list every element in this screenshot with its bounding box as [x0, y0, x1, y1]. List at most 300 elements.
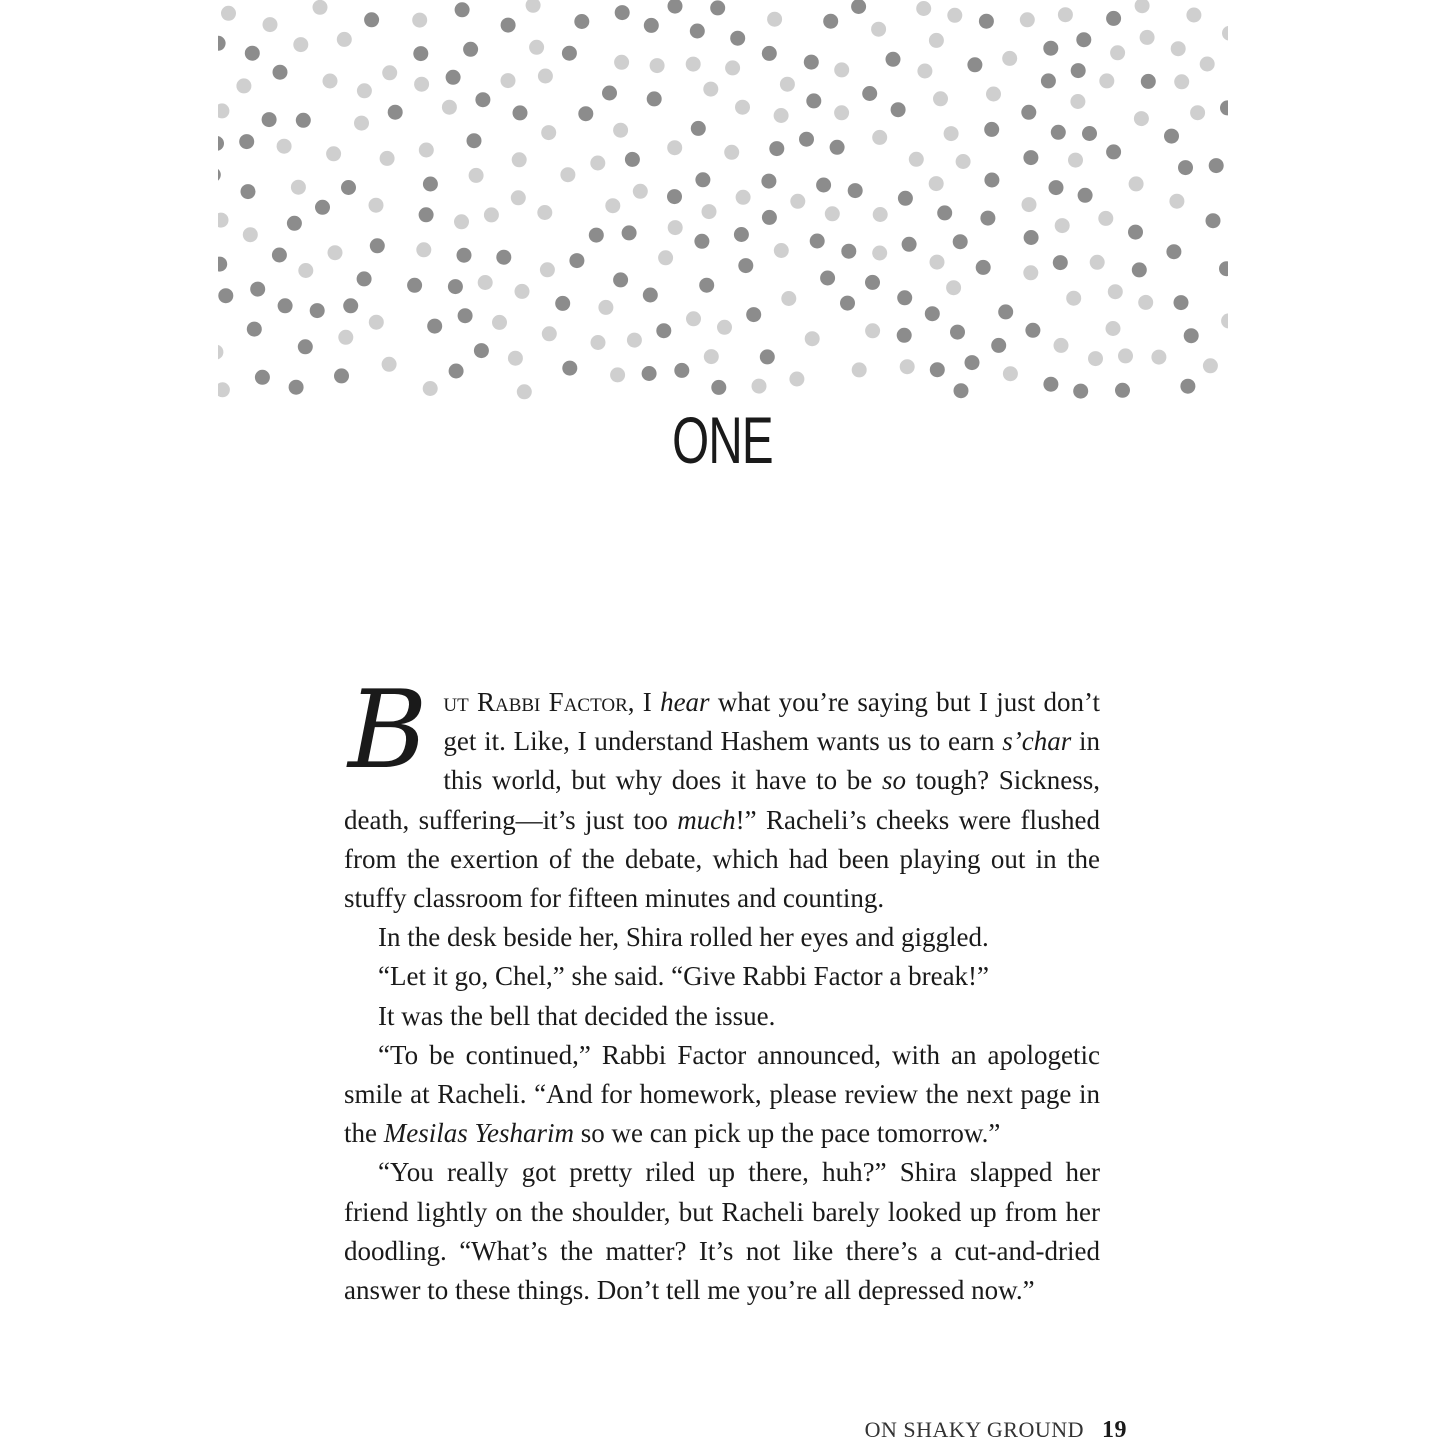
confetti-dot	[1164, 129, 1179, 144]
confetti-dot	[633, 184, 648, 199]
confetti-dot	[412, 13, 427, 28]
confetti-dot	[694, 234, 709, 249]
italic-text-run: Mesilas Yesharim	[383, 1118, 575, 1149]
confetti-dot	[610, 367, 625, 382]
confetti-dot	[1021, 105, 1036, 120]
confetti-dot	[255, 370, 270, 385]
confetti-dot	[414, 77, 429, 92]
confetti-dot	[272, 248, 287, 263]
confetti-dot	[218, 257, 227, 272]
confetti-dot	[382, 357, 397, 372]
confetti-dot	[469, 168, 484, 183]
confetti-dot	[1180, 379, 1195, 394]
confetti-dot	[769, 141, 784, 156]
italic-text-run: s’char	[1002, 726, 1072, 757]
confetti-dot	[976, 260, 991, 275]
running-footer	[865, 1417, 1127, 1444]
confetti-dot	[1220, 100, 1228, 115]
confetti-dot	[956, 154, 971, 169]
italic-text-run: much	[677, 804, 736, 835]
confetti-dot	[369, 198, 384, 213]
confetti-dot	[1115, 383, 1130, 398]
confetti-dot	[898, 191, 913, 206]
confetti-dot	[1174, 295, 1189, 310]
confetti-dot	[790, 194, 805, 209]
text-run: In the desk beside her, Shira rolled her eyes and giggled.	[378, 922, 989, 953]
confetti-dot	[364, 12, 379, 27]
confetti-dot	[574, 14, 589, 29]
confetti-dot	[369, 315, 384, 330]
confetti-dot	[1099, 73, 1114, 88]
confetti-dot	[1171, 41, 1186, 56]
confetti-dot	[760, 349, 775, 364]
confetti-dot	[986, 87, 1001, 102]
confetti-dot	[834, 62, 849, 77]
confetti-dot	[944, 126, 959, 141]
confetti-dot	[873, 207, 888, 222]
confetti-dot	[496, 250, 511, 265]
confetti-dot	[1022, 197, 1037, 212]
confetti-dot	[555, 296, 570, 311]
confetti-dot	[804, 55, 819, 70]
confetti-dot	[1151, 350, 1166, 365]
confetti-dot	[562, 46, 577, 61]
confetti-dot	[774, 243, 789, 258]
confetti-dot	[724, 145, 739, 160]
confetti-dot	[218, 345, 223, 360]
confetti-dot	[1108, 284, 1123, 299]
confetti-dot	[695, 172, 710, 187]
confetti-dot	[965, 355, 980, 370]
text-run: !” Racheli’s cheeks were flushed from the exertion of the debate, which had been playing out in the stuffy classroom for fifteen minutes and counting.	[344, 804, 1100, 914]
confetti-dot	[891, 102, 906, 117]
confetti-dot	[690, 24, 705, 39]
confetti-dot	[762, 46, 777, 61]
text-run: “You really got pretty riled up there, huh?” Shira slapped her friend lightly on the shoulder, but Racheli barely looked up from her doodling. “What’s the matter? It’s not like there’s a cut-and-dried answer to these things. Don’t tell me you’re all depressed now.”	[344, 1157, 1100, 1306]
confetti-dot	[658, 250, 673, 265]
confetti-dot	[423, 381, 438, 396]
text-run: so we can pick up the pace tomorrow.”	[574, 1118, 1001, 1149]
confetti-dot	[293, 37, 308, 52]
confetti-dot	[799, 132, 814, 147]
confetti-dot	[289, 380, 304, 395]
confetti-dot	[1098, 211, 1113, 226]
confetti-dot	[354, 116, 369, 131]
confetti-dot	[946, 280, 961, 295]
confetti-dot	[954, 383, 969, 398]
confetti-dot	[1190, 105, 1205, 120]
confetti-dot	[298, 263, 313, 278]
confetti-dot	[613, 272, 628, 287]
confetti-dot	[1141, 74, 1156, 89]
confetti-dot	[263, 17, 278, 32]
confetti-dot	[627, 333, 642, 348]
confetti-dot	[357, 83, 372, 98]
confetti-dot	[1203, 358, 1218, 373]
confetti-dot	[501, 18, 516, 33]
confetti-dots-decoration	[218, 0, 1228, 400]
chapter-title: ONE	[672, 403, 773, 477]
confetti-dot	[840, 296, 855, 311]
confetti-dot	[218, 136, 224, 151]
confetti-dot	[247, 322, 262, 337]
confetti-dot	[897, 328, 912, 343]
italic-text-run: hear	[660, 687, 710, 717]
confetti-dot	[578, 106, 593, 121]
confetti-dot	[512, 152, 527, 167]
confetti-dot	[218, 288, 233, 303]
confetti-dot	[388, 105, 403, 120]
text-run: I	[634, 687, 661, 717]
confetti-dot	[897, 290, 912, 305]
confetti-dot	[1132, 262, 1147, 277]
confetti-dot	[492, 315, 507, 330]
confetti-dot	[933, 91, 948, 106]
confetti-dot	[245, 46, 260, 61]
confetti-dot	[622, 225, 637, 240]
confetti-dot	[872, 130, 887, 145]
confetti-dot	[900, 359, 915, 374]
confetti-dot	[979, 14, 994, 29]
confetti-dot	[953, 234, 968, 249]
confetti-dot	[326, 146, 341, 161]
confetti-dot	[467, 133, 482, 148]
confetti-dot	[736, 190, 751, 205]
confetti-dot	[865, 323, 880, 338]
confetti-dot	[991, 338, 1006, 353]
confetti-dot	[1221, 313, 1228, 328]
confetti-dot	[848, 183, 863, 198]
confetti-dot	[872, 246, 887, 261]
confetti-dot	[416, 242, 431, 257]
text-run: tough? Sickness, death, suffering—it’s just too	[344, 765, 1100, 835]
confetti-dot	[781, 291, 796, 306]
confetti-dot	[1073, 384, 1088, 399]
confetti-dot	[1200, 57, 1215, 72]
confetti-dot	[278, 298, 293, 313]
confetti-dot	[967, 57, 982, 72]
confetti-dot	[508, 351, 523, 366]
text-run: in this world, but why does it have to be	[443, 726, 1100, 796]
paragraph	[344, 1036, 1100, 1154]
confetti-dot	[644, 18, 659, 33]
confetti-dot	[1174, 74, 1189, 89]
confetti-dot	[1129, 176, 1144, 191]
paragraph	[344, 1153, 1100, 1310]
confetti-dot	[239, 134, 254, 149]
confetti-dot	[262, 112, 277, 127]
confetti-dot	[501, 73, 516, 88]
confetti-dot	[478, 275, 493, 290]
paragraph	[344, 997, 1100, 1036]
confetti-dot	[1090, 255, 1105, 270]
confetti-dot	[560, 167, 575, 182]
confetti-dot	[774, 108, 789, 123]
confetti-dot	[423, 177, 438, 192]
confetti-dot	[590, 156, 605, 171]
confetti-dot	[703, 82, 718, 97]
confetti-dot	[674, 363, 689, 378]
paragraph	[344, 957, 1100, 996]
confetti-dot	[1049, 180, 1064, 195]
confetti-dot	[529, 40, 544, 55]
confetti-dot	[947, 8, 962, 23]
confetti-dot	[929, 33, 944, 48]
drop-cap-letter: B	[348, 668, 428, 793]
confetti-dot	[1058, 7, 1073, 22]
confetti-dot	[780, 77, 795, 92]
confetti-dot	[218, 167, 221, 182]
confetti-dot	[313, 0, 328, 15]
confetti-dot	[382, 65, 397, 80]
confetti-dot	[455, 2, 470, 17]
confetti-dot	[540, 262, 555, 277]
confetti-dot	[789, 372, 804, 387]
page-number: 19	[1102, 1417, 1127, 1443]
confetti-dot	[1219, 261, 1228, 276]
confetti-dot	[298, 339, 313, 354]
confetti-dot	[334, 368, 349, 383]
confetti-dot	[343, 298, 358, 313]
confetti-dot	[613, 123, 628, 138]
confetti-dot	[1169, 194, 1184, 209]
confetti-dot	[930, 362, 945, 377]
confetti-dot	[458, 308, 473, 323]
confetti-dot	[562, 361, 577, 376]
confetti-dot	[537, 205, 552, 220]
confetti-dot	[589, 228, 604, 243]
confetti-dot	[704, 349, 719, 364]
confetti-dot	[752, 379, 767, 394]
confetti-dot	[767, 12, 782, 27]
confetti-dot	[841, 244, 856, 259]
confetti-dot	[615, 5, 630, 20]
text-run: ut Rabbi Factor,	[443, 687, 635, 717]
confetti-dot	[380, 151, 395, 166]
confetti-dot	[691, 121, 706, 136]
confetti-dot	[419, 207, 434, 222]
confetti-dot	[538, 69, 553, 84]
confetti-dot	[1055, 218, 1070, 233]
confetti-dot	[735, 100, 750, 115]
confetti-dot	[810, 234, 825, 249]
confetti-dot	[218, 103, 229, 118]
confetti-dot	[711, 380, 726, 395]
confetti-dot	[725, 60, 740, 75]
confetti-dot	[1138, 295, 1153, 310]
confetti-dot	[852, 362, 867, 377]
confetti-dot	[1135, 0, 1150, 13]
confetti-dot	[1054, 338, 1069, 353]
confetti-dot	[1023, 265, 1038, 280]
footer-book-title: ON SHAKY GROUND	[864, 1417, 1084, 1442]
confetti-dot	[643, 288, 658, 303]
confetti-dot	[1082, 126, 1097, 141]
confetti-dot	[287, 216, 302, 231]
confetti-dot	[1106, 321, 1121, 336]
confetti-dot	[291, 180, 306, 195]
confetti-dot	[475, 92, 490, 107]
confetti-dot	[1222, 26, 1228, 41]
confetti-dot	[1110, 45, 1125, 60]
confetti-dot	[474, 343, 489, 358]
confetti-dot	[730, 31, 745, 46]
confetti-dot	[1166, 244, 1181, 259]
confetti-dot	[277, 139, 292, 154]
confetti-dot	[243, 227, 258, 242]
confetti-dot	[1051, 125, 1066, 140]
confetti-dot	[998, 304, 1013, 319]
confetti-dot	[686, 57, 701, 72]
confetti-dot	[980, 211, 995, 226]
confetti-dot	[1043, 41, 1058, 56]
confetti-dot	[250, 282, 265, 297]
confetti-dot	[413, 46, 428, 61]
confetti-dot	[668, 220, 683, 235]
confetti-dot	[569, 253, 584, 268]
confetti-dot	[598, 300, 613, 315]
confetti-dot	[1043, 377, 1058, 392]
confetti-dot	[602, 86, 617, 101]
confetti-dot	[917, 64, 932, 79]
confetti-dot	[273, 65, 288, 80]
confetti-dot	[419, 143, 434, 158]
confetti-dot	[328, 245, 343, 260]
confetti-dot	[484, 207, 499, 222]
confetti-dot	[241, 184, 256, 199]
confetti-dot	[668, 0, 683, 14]
confetti-dot	[902, 237, 917, 252]
confetti-dot	[614, 55, 629, 70]
confetti-dot	[1106, 144, 1121, 159]
confetti-dot	[1134, 111, 1149, 126]
confetti-dot	[656, 323, 671, 338]
confetti-dot	[1140, 30, 1155, 45]
confetti-dot	[1025, 323, 1040, 338]
text-run: It was the bell that decided the issue.	[378, 1000, 776, 1031]
confetti-dot	[1209, 158, 1224, 173]
text-run: “To be continued,” Rabbi Factor announced, with an apologetic smile at Racheli. “And for homework, please review the next page in the	[344, 1039, 1100, 1149]
confetti-dot	[517, 384, 532, 399]
confetti-dot	[834, 105, 849, 120]
confetti-dot	[1023, 150, 1038, 165]
confetti-dot	[929, 176, 944, 191]
confetti-dot	[221, 6, 236, 21]
confetti-dot	[218, 36, 226, 51]
confetti-dot	[865, 275, 880, 290]
confetti-dot	[650, 58, 665, 73]
confetti-dot	[862, 86, 877, 101]
confetti-dot	[916, 1, 931, 16]
confetti-dot	[717, 320, 732, 335]
confetti-dot	[851, 0, 866, 14]
confetti-dot	[526, 0, 541, 13]
confetti-dot	[407, 278, 422, 293]
confetti-dot	[513, 105, 528, 120]
italic-text-run: so	[881, 765, 906, 796]
confetti-dot	[625, 152, 640, 167]
confetti-dot	[699, 278, 714, 293]
confetti-dot	[816, 178, 831, 193]
confetti-dot	[805, 331, 820, 346]
paragraph	[344, 668, 1101, 918]
confetti-dot	[515, 284, 530, 299]
paragraph	[344, 918, 1100, 957]
confetti-dot	[442, 100, 457, 115]
confetti-dot	[1070, 94, 1085, 109]
confetti-dot	[825, 206, 840, 221]
confetti-dot	[1088, 351, 1103, 366]
confetti-dot	[1186, 8, 1201, 23]
confetti-dot	[746, 307, 761, 322]
confetti-dot	[1106, 11, 1121, 26]
confetti-dot	[454, 214, 469, 229]
confetti-dot	[1068, 153, 1083, 168]
confetti-dot	[542, 326, 557, 341]
confetti-dot	[886, 52, 901, 67]
confetti-dot	[1118, 348, 1133, 363]
confetti-dot	[925, 306, 940, 321]
confetti-dot	[323, 74, 338, 89]
confetti-dot	[370, 238, 385, 253]
confetti-dot	[937, 205, 952, 220]
dots-svg	[218, 0, 1228, 400]
confetti-dot	[511, 190, 526, 205]
confetti-dot	[1002, 51, 1017, 66]
confetti-dot	[667, 140, 682, 155]
confetti-dot	[830, 140, 845, 155]
confetti-dot	[296, 113, 311, 128]
confetti-dot	[823, 14, 838, 29]
confetti-dot	[820, 271, 835, 286]
confetti-dot	[448, 279, 463, 294]
confetti-dot	[541, 125, 556, 140]
confetti-dot	[984, 122, 999, 137]
confetti-dot	[930, 255, 945, 270]
confetti-dot	[984, 173, 999, 188]
confetti-dot	[686, 311, 701, 326]
confetti-dot	[734, 227, 749, 242]
confetti-dot	[871, 22, 886, 37]
confetti-dot	[218, 382, 230, 397]
confetti-dot	[236, 78, 251, 93]
confetti-dot	[338, 330, 353, 345]
confetti-dot	[1178, 160, 1193, 175]
confetti-dot	[341, 180, 356, 195]
text-run: what you’re saying but I just don’t get it. Like, I understand Hashem wants us to earn	[443, 687, 1101, 757]
confetti-dot	[1066, 291, 1081, 306]
confetti-dot	[1053, 255, 1068, 270]
confetti-dot	[218, 213, 229, 228]
confetti-dot	[457, 248, 472, 263]
confetti-dot	[463, 42, 478, 57]
confetti-dot	[1128, 225, 1143, 240]
confetti-dot	[446, 70, 461, 85]
confetti-dot	[591, 335, 606, 350]
confetti-dot	[667, 189, 682, 204]
confetti-dot	[950, 325, 965, 340]
confetti-dot	[1041, 73, 1056, 88]
confetti-dot	[1076, 32, 1091, 47]
confetti-dot	[1184, 328, 1199, 343]
confetti-dot	[806, 93, 821, 108]
confetti-dot	[647, 91, 662, 106]
confetti-dot	[738, 258, 753, 273]
confetti-dot	[449, 364, 464, 379]
chapter-body-text	[344, 668, 1101, 1310]
confetti-dot	[1003, 366, 1018, 381]
confetti-dot	[642, 366, 657, 381]
